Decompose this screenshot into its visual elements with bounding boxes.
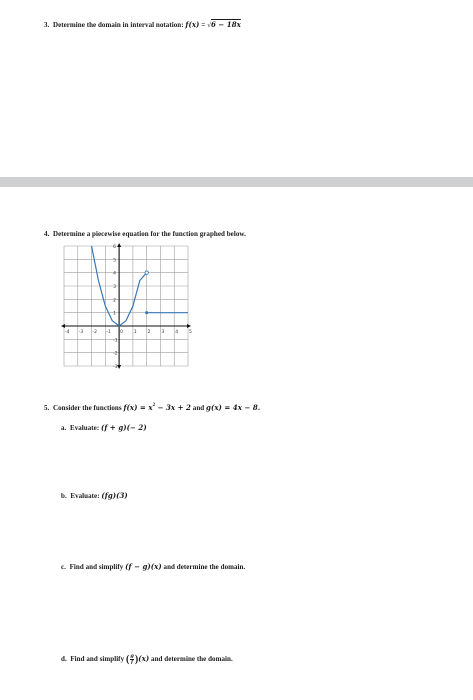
q3-formula-radicand: 6 − 18x (211, 20, 241, 29)
x-axis-arrow-left (61, 324, 65, 328)
q5d-frac-numerator: g (130, 653, 134, 659)
x-tick-label: 1 (133, 330, 137, 335)
q5-f-exponent: 2 (152, 403, 156, 408)
x-tick-label: -1 (106, 330, 111, 335)
y-axis-arrow-down (117, 365, 121, 369)
question-5a (61, 423, 147, 432)
q5a-label: a. (61, 424, 67, 432)
q3-text: Determine the domain in interval notation: (52, 21, 184, 29)
q5c-expr: (f − g)(x) (125, 562, 162, 571)
q5c-text-pre: Find and simplify (69, 563, 124, 571)
x-tick-label: 0 (120, 330, 123, 335)
piecewise-graph (60, 242, 192, 370)
x-tick-label: 4 (175, 330, 179, 335)
x-tick-label: 3 (161, 330, 165, 335)
open-endpoint (145, 271, 148, 274)
q5d-text-pre: Find and simplify (70, 655, 125, 664)
x-tick-label: -2 (92, 330, 98, 335)
y-axis-arrow-up (117, 243, 121, 247)
q5-f-rest: − 3x + 2 (155, 403, 191, 412)
y-tick-label: -3 (113, 365, 118, 370)
y-tick-label: 1 (113, 311, 116, 317)
q4-number: 4. (44, 230, 50, 238)
question-5d: d. Find and simplify ( $\frac{g}{f}$ )(x) and determine the domain. (61, 653, 233, 665)
q5b-expr: (fg)(3) (101, 491, 128, 500)
question-5c (61, 562, 245, 571)
y-tick-label: -1 (113, 338, 118, 344)
question-3 (44, 20, 241, 29)
q3-formula-rad: √ (207, 21, 211, 29)
x-tick-label: -3 (78, 330, 84, 335)
q3-formula-eq: = (201, 21, 206, 29)
question-5b (61, 491, 128, 500)
page-divider (0, 177, 473, 187)
question-5 (44, 403, 260, 412)
y-tick-label: 4 (113, 271, 116, 277)
closed-endpoint (145, 311, 148, 314)
q5a-expr: (f + g)(− 2) (101, 423, 147, 432)
y-tick-label: -2 (113, 351, 118, 357)
y-tick-label: 6 (113, 245, 116, 250)
q3-formula-lhs: f(x) (185, 20, 200, 29)
q5d-text-post: and determine the domain. (151, 655, 233, 664)
q5-number: 5. (44, 404, 50, 412)
q5-and: and (192, 404, 205, 412)
q4-text: Determine a piecewise equation for the function graphed below. (52, 230, 246, 238)
q5b-label: b. (61, 492, 67, 500)
x-tick-label: -4 (65, 330, 70, 335)
q3-number: 3. (44, 21, 50, 29)
q5d-fraction (130, 654, 134, 665)
q5c-text-post: and determine the domain. (163, 563, 246, 571)
y-tick-label: 3 (113, 285, 116, 290)
q5c-label: c. (61, 563, 66, 571)
y-tick-label: 2 (113, 298, 116, 304)
q5-f-def: f(x) = x (123, 403, 153, 412)
question-4 (44, 230, 246, 238)
y-tick-label: 5 (113, 258, 116, 264)
q5d-frac-denominator: f (131, 659, 134, 665)
x-axis-arrow-right (187, 324, 191, 328)
x-tick-label: 2 (147, 330, 151, 335)
q5-g-def: g(x) = 4x − 8. (206, 403, 261, 412)
x-tick-label: 5 (189, 330, 192, 335)
q5d-expr-post: (x) (138, 654, 150, 664)
q5a-text: Evaluate: (69, 424, 100, 432)
q5b-text: Evaluate: (70, 492, 100, 500)
q5-text: Consider the functions (52, 404, 122, 412)
q5d-label: d. (61, 655, 67, 664)
